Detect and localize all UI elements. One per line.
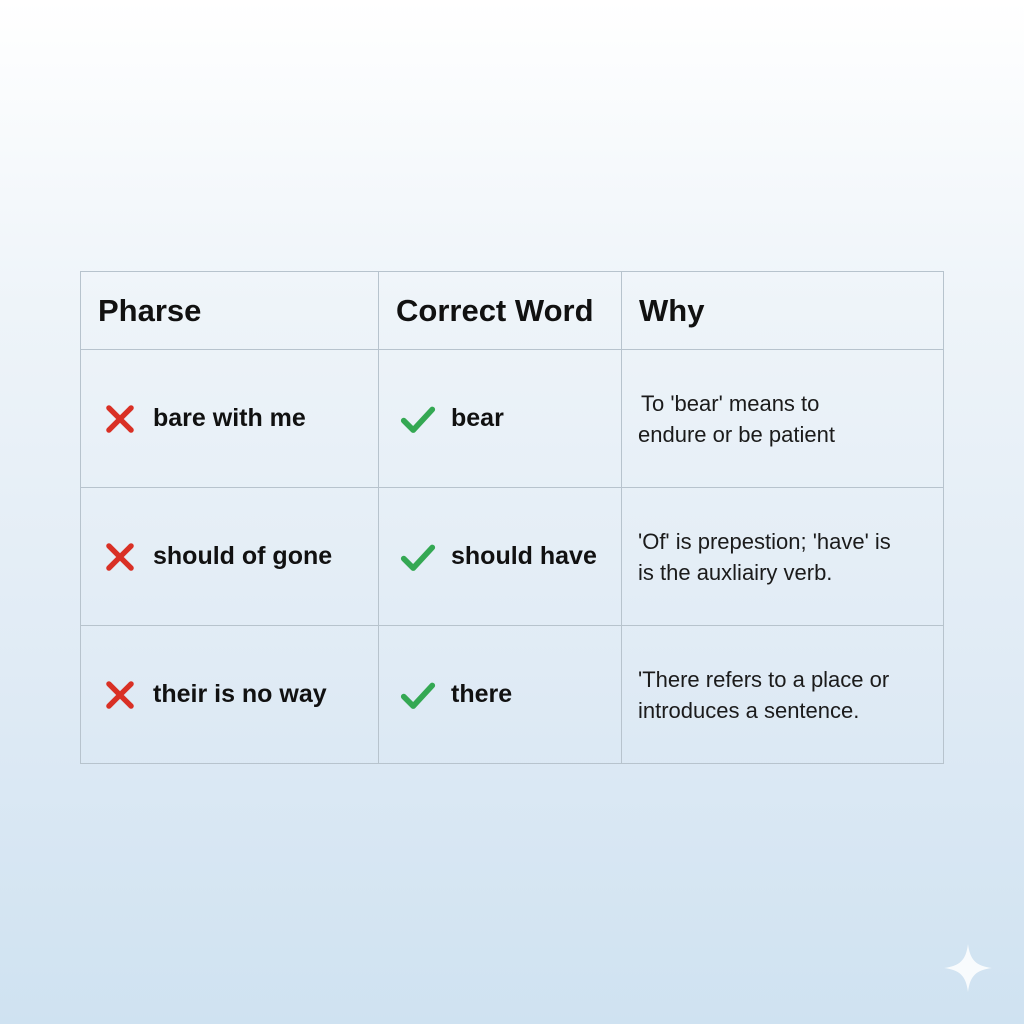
why-text <box>638 664 889 726</box>
phrase-cell <box>81 350 379 488</box>
phrase-text: bare with me <box>153 404 306 432</box>
correct-text: should have <box>451 542 597 570</box>
why-line: endure or be patient <box>638 421 835 447</box>
cross-icon <box>101 538 139 576</box>
correct-cell <box>379 626 622 763</box>
correct-text: there <box>451 680 513 708</box>
header-phrase: Pharse <box>81 272 379 350</box>
grammar-table <box>80 271 944 764</box>
phrase-cell <box>81 626 379 763</box>
correct-cell <box>379 350 622 488</box>
check-icon <box>399 538 437 576</box>
correct-text: bear <box>451 404 504 432</box>
why-line: To 'bear' means to <box>641 390 820 416</box>
cross-icon <box>101 676 139 714</box>
header-correct-word: Correct Word <box>379 272 622 350</box>
header-why: Why <box>622 272 943 350</box>
why-line: 'Of' is prepestion; 'have' is <box>638 528 891 554</box>
check-icon <box>399 676 437 714</box>
check-icon <box>399 400 437 438</box>
why-text <box>638 526 891 588</box>
phrase-cell <box>81 488 379 626</box>
why-cell <box>622 626 943 763</box>
why-cell <box>622 350 943 488</box>
why-text <box>638 388 835 450</box>
sparkle-icon <box>940 940 996 996</box>
correct-cell <box>379 488 622 626</box>
why-line: is the auxliairy verb. <box>638 559 833 585</box>
cross-icon <box>101 400 139 438</box>
why-line: introduces a sentence. <box>638 697 860 723</box>
phrase-text: should of gone <box>153 542 333 570</box>
why-cell <box>622 488 943 626</box>
phrase-text: their is no way <box>153 680 327 708</box>
why-line: 'There refers to a place or <box>638 666 890 692</box>
